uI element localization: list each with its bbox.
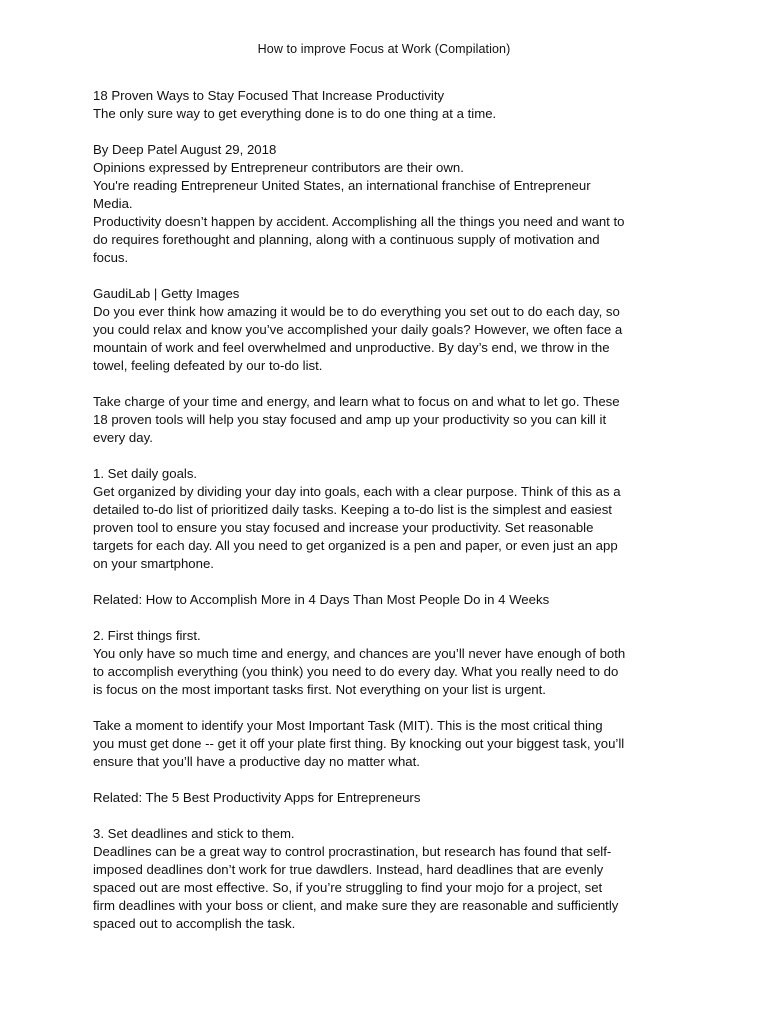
text-line: 2. First things first. [93, 628, 201, 643]
text-line: Deadlines can be a great way to control procrastination, but research has found that self- [93, 844, 612, 859]
text-line: targets for each day. All you need to get organized is a pen and paper, or even just an app [93, 538, 618, 553]
text-line: every day. [93, 430, 153, 445]
paragraph [93, 591, 683, 609]
text-line: You only have so much time and energy, and chances are you’ll never have enough of both [93, 646, 626, 661]
paragraph [93, 393, 683, 447]
text-line: proven tool to ensure you stay focused and increase your productivity. Set reasonable [93, 520, 594, 535]
text-line: GaudiLab | Getty Images [93, 286, 240, 301]
paragraph [93, 825, 683, 933]
paragraph [93, 285, 683, 375]
text-line: you could relax and know you’ve accomplished your daily goals? However, we often face a [93, 322, 623, 337]
text-line: firm deadlines with your boss or client, and make sure they are reasonable and sufficiently [93, 898, 619, 913]
text-line: Take charge of your time and energy, and learn what to focus on and what to let go. These [93, 394, 620, 409]
paragraph [93, 141, 683, 267]
text-line: You're reading Entrepreneur United States, an international franchise of Entrepreneur [93, 178, 591, 193]
text-line: to accomplish everything (you think) you need to do every day. What you really need to do [93, 664, 619, 679]
paragraph [93, 627, 683, 699]
text-line: Get organized by dividing your day into goals, each with a clear purpose. Think of this as a [93, 484, 621, 499]
text-line: Media. [93, 196, 133, 211]
paragraph [93, 87, 683, 123]
text-line: Do you ever think how amazing it would be to do everything you set out to do each day, so [93, 304, 620, 319]
text-line: do requires forethought and planning, along with a continuous supply of motivation and [93, 232, 600, 247]
text-line: focus. [93, 250, 129, 265]
text-line: imposed deadlines don’t work for true dawdlers. Instead, hard deadlines that are evenly [93, 862, 604, 877]
text-line: Related: How to Accomplish More in 4 Days Than Most People Do in 4 Weeks [93, 592, 550, 607]
text-line: spaced out are most effective. So, if you’re struggling to find your mojo for a project, set [93, 880, 603, 895]
text-line: 18 Proven Ways to Stay Focused That Increase Productivity [93, 88, 445, 103]
paragraph [93, 789, 683, 807]
document-title: How to improve Focus at Work (Compilation) [257, 42, 511, 56]
paragraph [93, 465, 683, 573]
text-line: mountain of work and feel overwhelmed and unproductive. By day’s end, we throw in the [93, 340, 610, 355]
paragraph [93, 717, 683, 771]
text-line: spaced out to accomplish the task. [93, 916, 296, 931]
text-line: Related: The 5 Best Productivity Apps for Entrepreneurs [93, 790, 421, 805]
text-line: By Deep Patel August 29, 2018 [93, 142, 277, 157]
text-line: Opinions expressed by Entrepreneur contributors are their own. [93, 160, 464, 175]
text-line: on your smartphone. [93, 556, 214, 571]
text-line: towel, feeling defeated by our to-do list. [93, 358, 323, 373]
text-line: Take a moment to identify your Most Important Task (MIT). This is the most critical thing [93, 718, 603, 733]
text-line: 1. Set daily goals. [93, 466, 198, 481]
text-line: 18 proven tools will help you stay focused and amp up your productivity so you can kill it [93, 412, 607, 427]
text-line: Productivity doesn’t happen by accident. Accomplishing all the things you need and want to [93, 214, 625, 229]
text-line: 3. Set deadlines and stick to them. [93, 826, 295, 841]
text-line: The only sure way to get everything done is to do one thing at a time. [93, 106, 497, 121]
text-line: you must get done -- get it off your plate first thing. By knocking out your biggest task, you’ll [93, 736, 625, 751]
document-body [93, 87, 683, 951]
text-line: is focus on the most important tasks first. Not everything on your list is urgent. [93, 682, 546, 697]
text-line: ensure that you’ll have a productive day no matter what. [93, 754, 420, 769]
text-line: detailed to-do list of prioritized daily tasks. Keeping a to-do list is the simplest and easiest [93, 502, 612, 517]
